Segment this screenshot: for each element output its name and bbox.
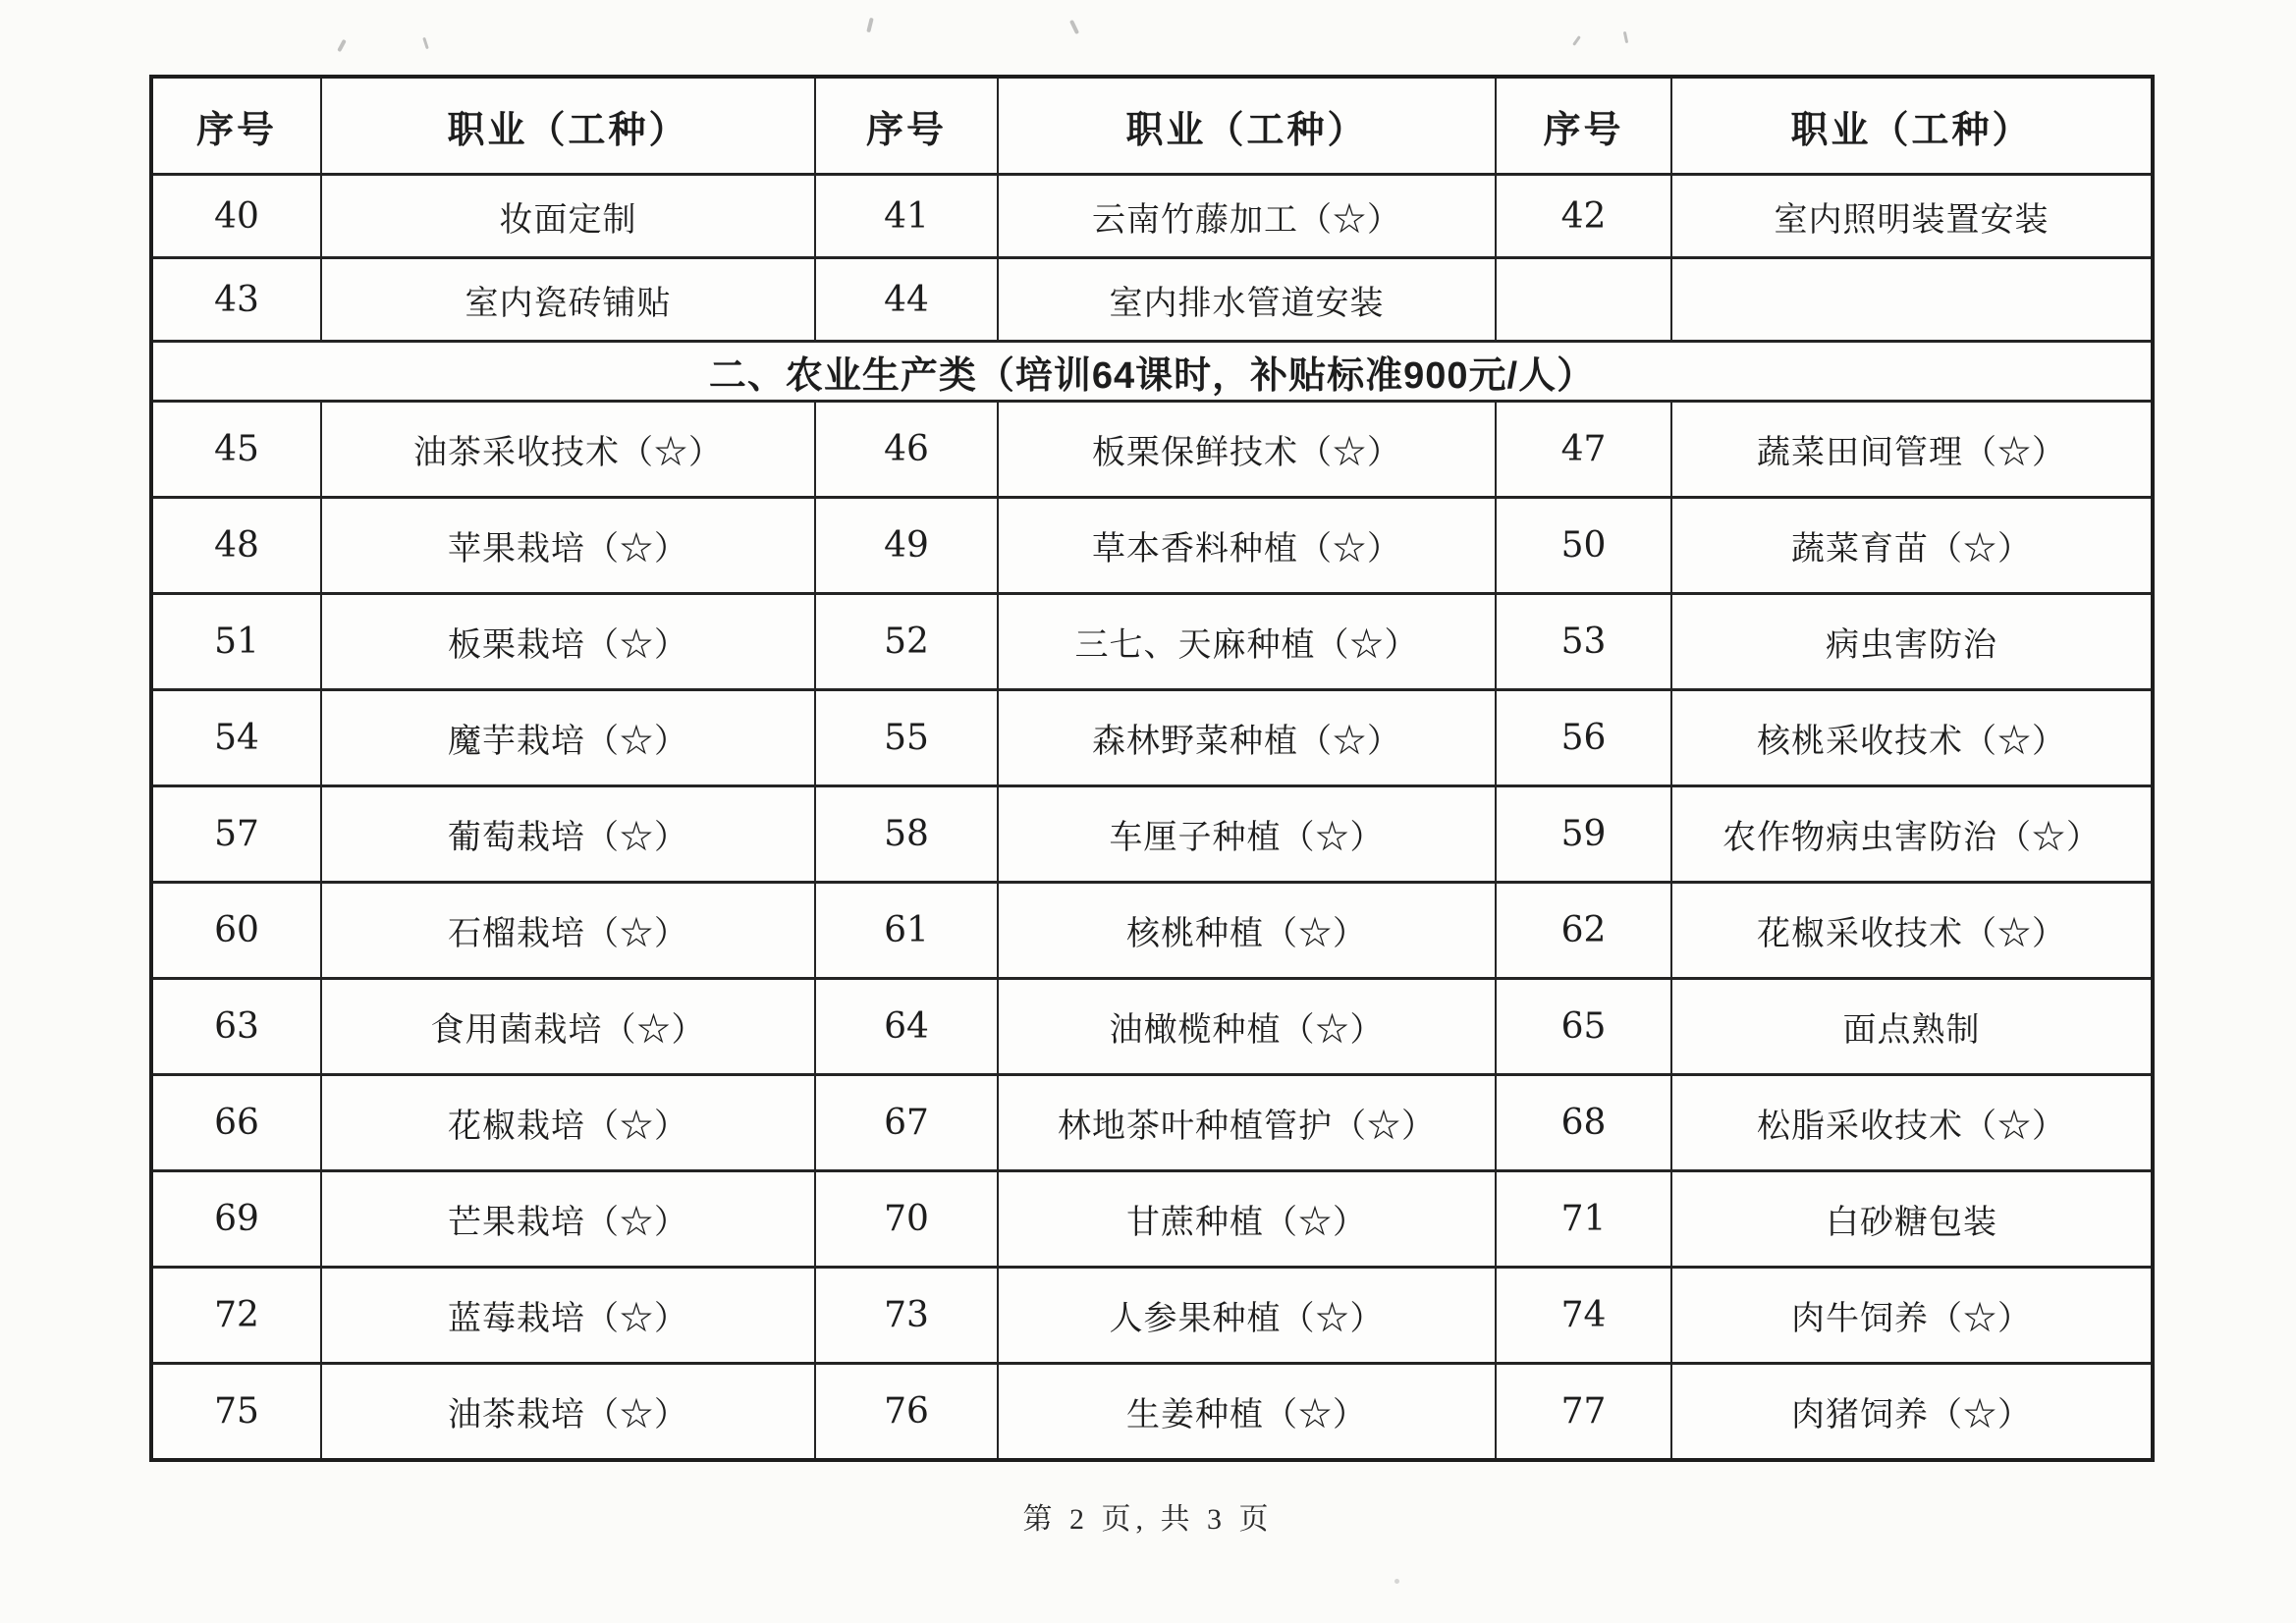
job-cell: 蔬菜育苗（☆） xyxy=(1671,498,2153,594)
job-cell xyxy=(1671,258,2153,342)
job-cell: 车厘子种植（☆） xyxy=(998,786,1496,883)
section-title: 二、农业生产类（培训64课时，补贴标准900元/人） xyxy=(151,342,2153,402)
table-row xyxy=(151,1364,2153,1460)
seq-cell: 43 xyxy=(151,258,321,342)
job-cell: 核桃种植（☆） xyxy=(998,883,1496,979)
job-cell: 面点熟制 xyxy=(1671,979,2153,1075)
job-cell: 人参果种植（☆） xyxy=(998,1268,1496,1364)
job-cell: 松脂采收技术（☆） xyxy=(1671,1075,2153,1171)
seq-cell: 59 xyxy=(1496,786,1671,883)
col-header-job: 职业（工种） xyxy=(998,77,1496,175)
scan-artifact xyxy=(866,18,874,33)
job-cell: 蓝莓栽培（☆） xyxy=(321,1268,815,1364)
seq-cell xyxy=(1496,258,1671,342)
seq-cell: 45 xyxy=(151,402,321,498)
col-header-seq: 序号 xyxy=(815,77,998,175)
job-cell: 肉猪饲养（☆） xyxy=(1671,1364,2153,1460)
table-row xyxy=(151,594,2153,690)
seq-cell: 66 xyxy=(151,1075,321,1171)
seq-cell: 44 xyxy=(815,258,998,342)
job-cell: 林地茶叶种植管护（☆） xyxy=(998,1075,1496,1171)
job-cell: 板栗栽培（☆） xyxy=(321,594,815,690)
table-row xyxy=(151,1075,2153,1171)
col-header-job: 职业（工种） xyxy=(1671,77,2153,175)
table-row xyxy=(151,175,2153,258)
seq-cell: 57 xyxy=(151,786,321,883)
rows-bottom xyxy=(151,402,2153,1460)
job-cell: 花椒采收技术（☆） xyxy=(1671,883,2153,979)
section-band xyxy=(151,342,2153,402)
seq-cell: 54 xyxy=(151,690,321,786)
table-row xyxy=(151,402,2153,498)
seq-cell: 42 xyxy=(1496,175,1671,258)
job-cell: 草本香料种植（☆） xyxy=(998,498,1496,594)
scan-artifact xyxy=(1394,1579,1399,1584)
seq-cell: 62 xyxy=(1496,883,1671,979)
seq-cell: 60 xyxy=(151,883,321,979)
job-cell: 芒果栽培（☆） xyxy=(321,1171,815,1268)
occupation-table xyxy=(149,75,2155,1462)
seq-cell: 70 xyxy=(815,1171,998,1268)
header-row xyxy=(151,77,2153,175)
job-cell: 食用菌栽培（☆） xyxy=(321,979,815,1075)
seq-cell: 75 xyxy=(151,1364,321,1460)
seq-cell: 63 xyxy=(151,979,321,1075)
job-cell: 魔芋栽培（☆） xyxy=(321,690,815,786)
job-cell: 室内瓷砖铺贴 xyxy=(321,258,815,342)
job-cell: 核桃采收技术（☆） xyxy=(1671,690,2153,786)
job-cell: 甘蔗种植（☆） xyxy=(998,1171,1496,1268)
job-cell: 病虫害防治 xyxy=(1671,594,2153,690)
table-row xyxy=(151,690,2153,786)
seq-cell: 69 xyxy=(151,1171,321,1268)
scan-artifact xyxy=(337,39,347,52)
table-row xyxy=(151,1171,2153,1268)
seq-cell: 73 xyxy=(815,1268,998,1364)
seq-cell: 72 xyxy=(151,1268,321,1364)
table-header xyxy=(151,77,2153,175)
table-row xyxy=(151,979,2153,1075)
job-cell: 油橄榄种植（☆） xyxy=(998,979,1496,1075)
job-cell: 云南竹藤加工（☆） xyxy=(998,175,1496,258)
seq-cell: 64 xyxy=(815,979,998,1075)
table-row xyxy=(151,883,2153,979)
scan-artifact xyxy=(1572,35,1581,46)
job-cell: 花椒栽培（☆） xyxy=(321,1075,815,1171)
seq-cell: 56 xyxy=(1496,690,1671,786)
table-row xyxy=(151,1268,2153,1364)
section-header-row xyxy=(151,342,2153,402)
job-cell: 白砂糖包装 xyxy=(1671,1171,2153,1268)
seq-cell: 74 xyxy=(1496,1268,1671,1364)
job-cell: 苹果栽培（☆） xyxy=(321,498,815,594)
table-row xyxy=(151,786,2153,883)
seq-cell: 65 xyxy=(1496,979,1671,1075)
seq-cell: 53 xyxy=(1496,594,1671,690)
job-cell: 油茶栽培（☆） xyxy=(321,1364,815,1460)
rows-top xyxy=(151,175,2153,342)
job-cell: 森林野菜种植（☆） xyxy=(998,690,1496,786)
job-cell: 蔬菜田间管理（☆） xyxy=(1671,402,2153,498)
seq-cell: 52 xyxy=(815,594,998,690)
job-cell: 生姜种植（☆） xyxy=(998,1364,1496,1460)
table-row xyxy=(151,258,2153,342)
job-cell: 石榴栽培（☆） xyxy=(321,883,815,979)
seq-cell: 50 xyxy=(1496,498,1671,594)
seq-cell: 61 xyxy=(815,883,998,979)
job-cell: 室内排水管道安装 xyxy=(998,258,1496,342)
seq-cell: 46 xyxy=(815,402,998,498)
job-cell: 肉牛饲养（☆） xyxy=(1671,1268,2153,1364)
scan-artifact xyxy=(422,37,429,49)
seq-cell: 71 xyxy=(1496,1171,1671,1268)
seq-cell: 55 xyxy=(815,690,998,786)
seq-cell: 40 xyxy=(151,175,321,258)
col-header-seq: 序号 xyxy=(1496,77,1671,175)
col-header-job: 职业（工种） xyxy=(321,77,815,175)
table-row xyxy=(151,498,2153,594)
page-indicator: 第 2 页, 共 3 页 xyxy=(1022,1503,1274,1536)
job-cell: 板栗保鲜技术（☆） xyxy=(998,402,1496,498)
job-cell: 葡萄栽培（☆） xyxy=(321,786,815,883)
seq-cell: 67 xyxy=(815,1075,998,1171)
job-cell: 油茶采收技术（☆） xyxy=(321,402,815,498)
job-cell: 三七、天麻种植（☆） xyxy=(998,594,1496,690)
seq-cell: 47 xyxy=(1496,402,1671,498)
seq-cell: 51 xyxy=(151,594,321,690)
seq-cell: 41 xyxy=(815,175,998,258)
scan-artifact xyxy=(1623,31,1628,43)
seq-cell: 48 xyxy=(151,498,321,594)
seq-cell: 49 xyxy=(815,498,998,594)
job-cell: 农作物病虫害防治（☆） xyxy=(1671,786,2153,883)
seq-cell: 58 xyxy=(815,786,998,883)
job-cell: 室内照明装置安装 xyxy=(1671,175,2153,258)
seq-cell: 76 xyxy=(815,1364,998,1460)
scan-artifact xyxy=(1069,20,1079,34)
job-cell: 妆面定制 xyxy=(321,175,815,258)
seq-cell: 68 xyxy=(1496,1075,1671,1171)
seq-cell: 77 xyxy=(1496,1364,1671,1460)
col-header-seq: 序号 xyxy=(151,77,321,175)
